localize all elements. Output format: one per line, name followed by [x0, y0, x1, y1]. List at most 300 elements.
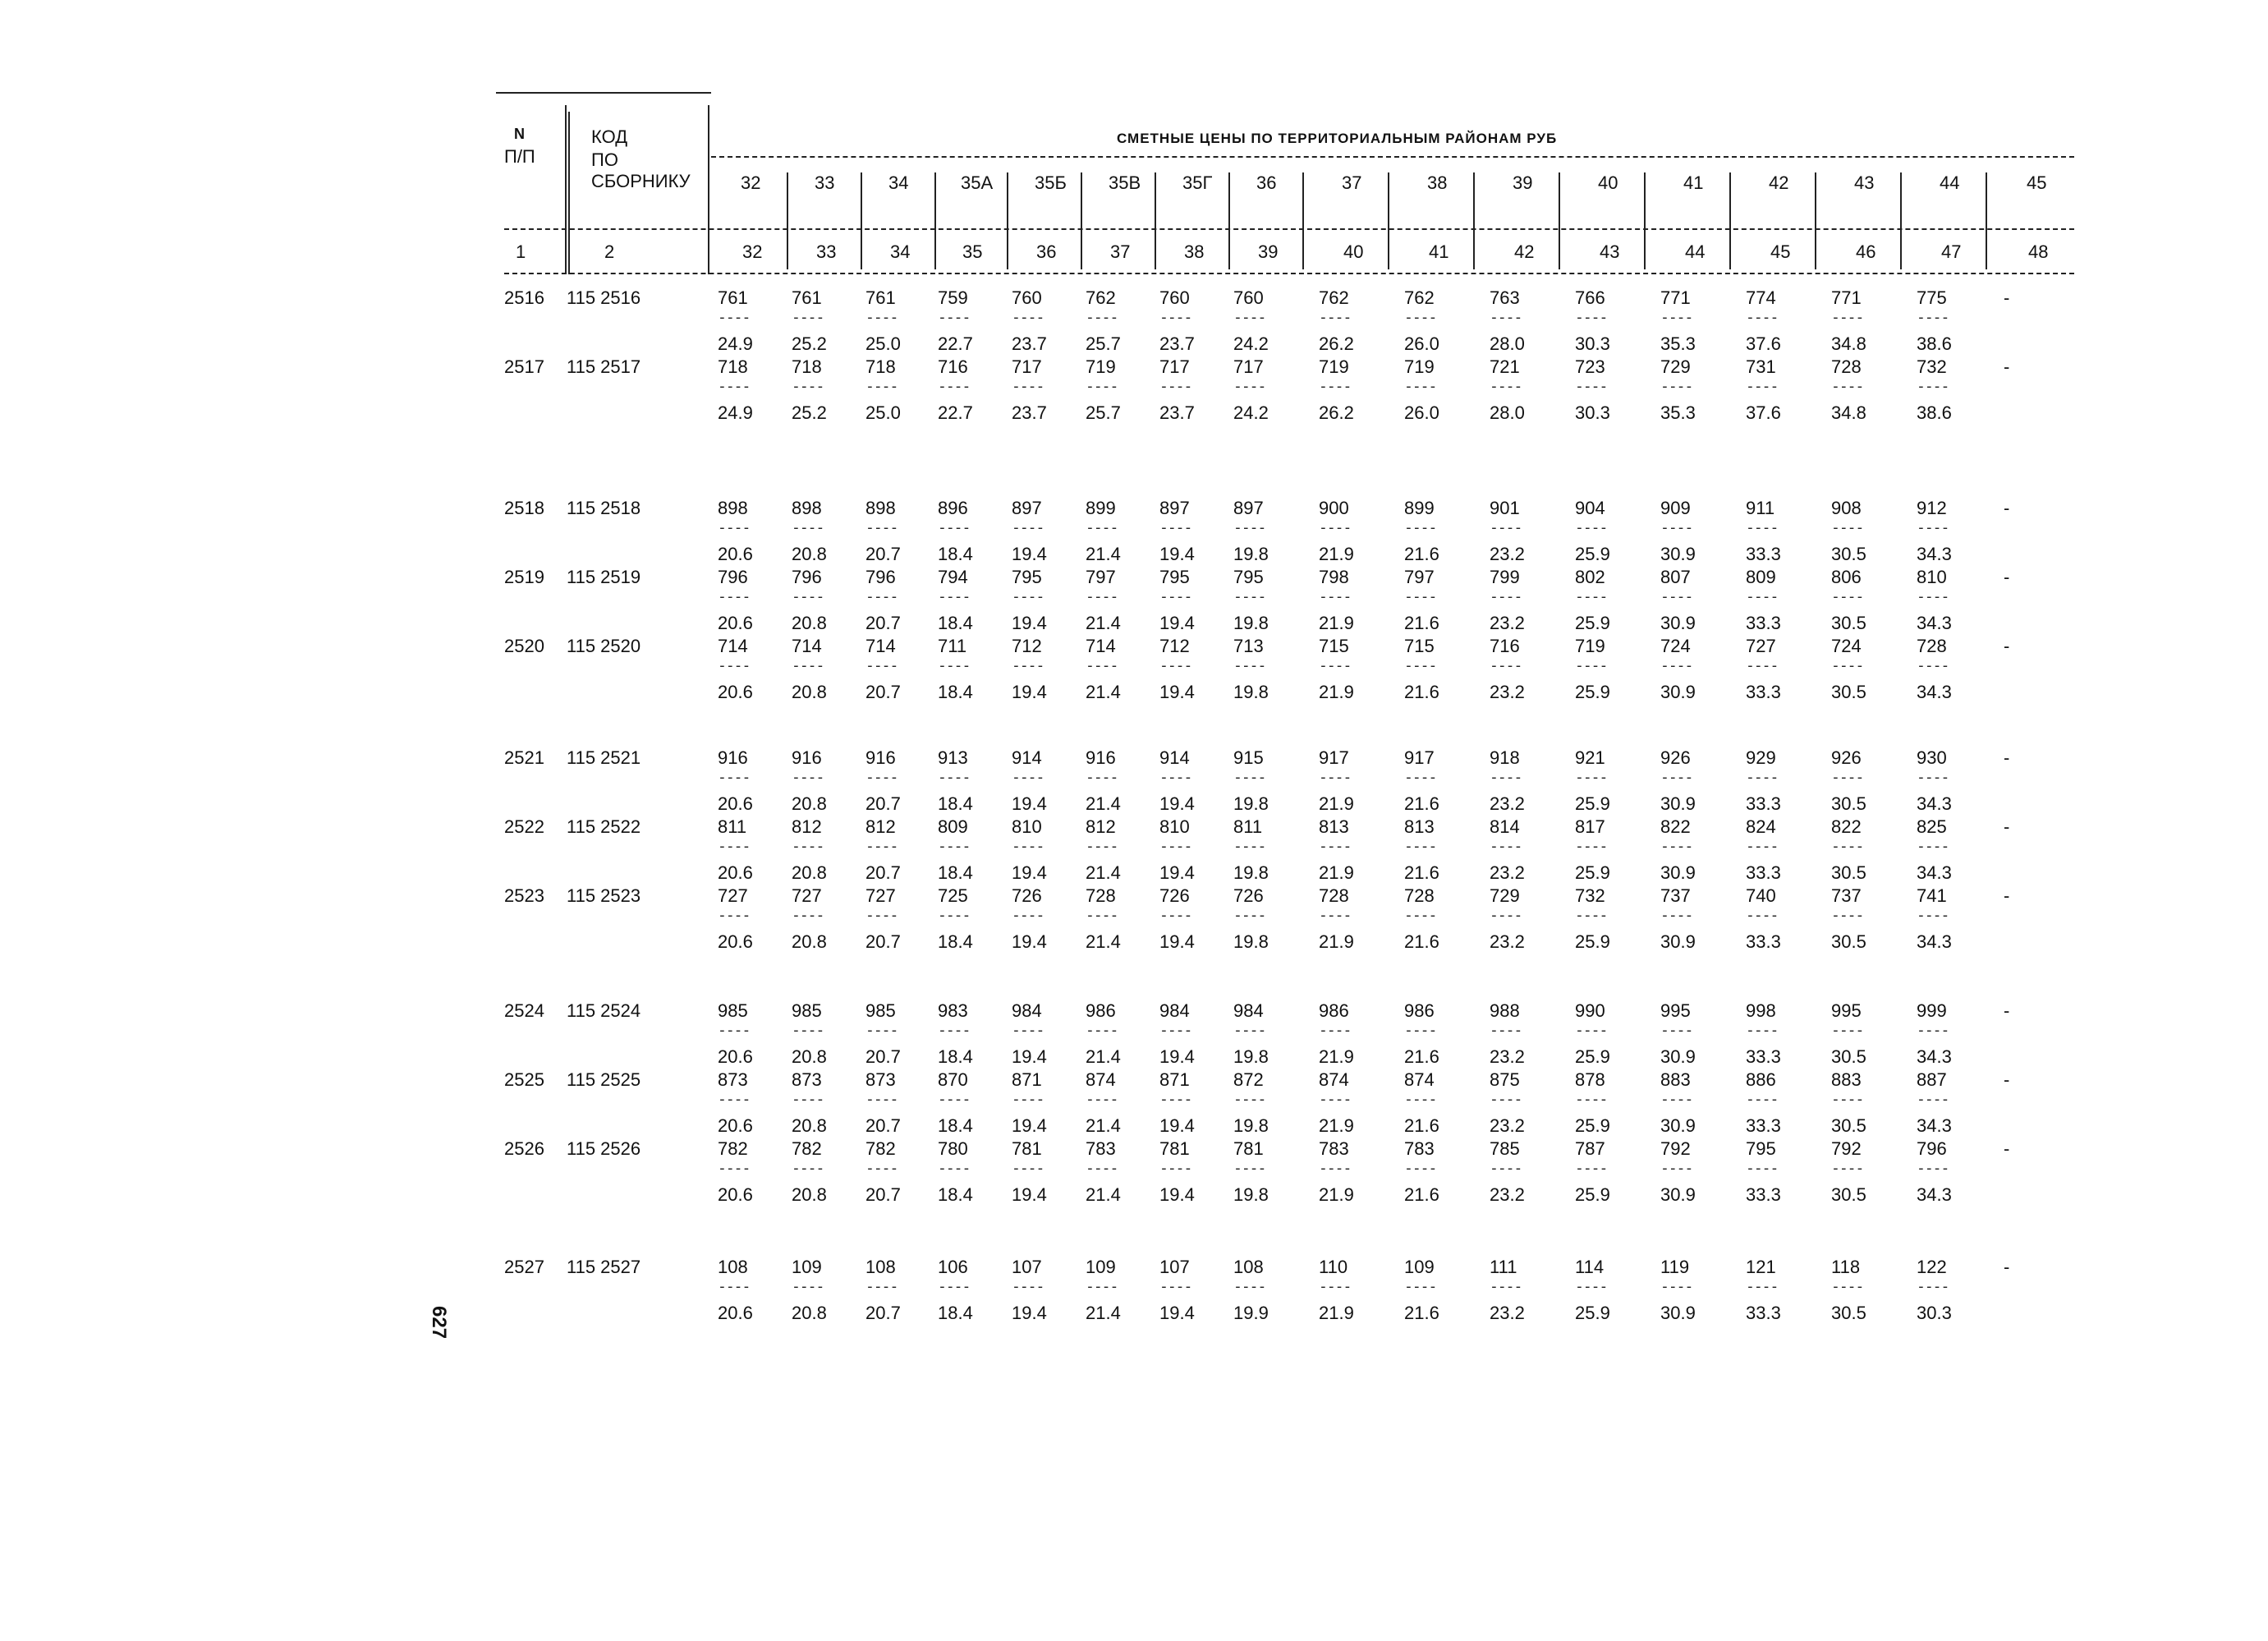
coefficient-value: 21.9	[1319, 1303, 1354, 1323]
fraction-line: ----	[1086, 309, 1118, 326]
price-value: 810	[1917, 567, 1947, 587]
header-col-separator	[1815, 172, 1816, 269]
price-value: 792	[1831, 1138, 1862, 1159]
row-code: 115 2521	[567, 747, 641, 768]
header-region-34: 34	[888, 172, 909, 193]
header-region-35Г: 35Г	[1182, 172, 1213, 193]
row-number: 2518	[504, 498, 544, 518]
fraction-line: ----	[1917, 588, 1949, 605]
header-region-39: 39	[1513, 172, 1533, 193]
header-col-sbornik: СБОРНИКУ	[591, 171, 691, 191]
price-value: 926	[1831, 747, 1862, 768]
fraction-line: ----	[1490, 769, 1522, 786]
coefficient-value: 26.2	[1319, 333, 1354, 354]
coefficient-value: 21.9	[1319, 931, 1354, 952]
fraction-line: ----	[1159, 838, 1192, 855]
price-value: 883	[1831, 1069, 1862, 1090]
price-value: 727	[792, 885, 822, 906]
price-value: 806	[1831, 567, 1862, 587]
fraction-line: ----	[1159, 519, 1192, 536]
row-number: 2522	[504, 816, 544, 837]
coefficient-value: 18.4	[938, 862, 973, 883]
row-code: 115 2527	[567, 1257, 641, 1277]
fraction-line: ----	[1746, 1022, 1779, 1039]
fraction-line: ----	[1159, 769, 1192, 786]
price-value: 874	[1319, 1069, 1349, 1090]
coefficient-value: 20.6	[718, 1046, 753, 1067]
coefficient-value: 25.9	[1575, 931, 1610, 952]
price-value: 729	[1490, 885, 1520, 906]
header-colnum-43: 43	[1600, 241, 1620, 262]
price-value: 908	[1831, 498, 1862, 518]
price-value: 107	[1159, 1257, 1190, 1277]
coefficient-value: 19.4	[1159, 544, 1195, 564]
price-value: 986	[1319, 1000, 1349, 1021]
price-value: 711	[938, 636, 967, 656]
header-colnum-37: 37	[1110, 241, 1131, 262]
price-value: 926	[1660, 747, 1691, 768]
coefficient-value: 21.4	[1086, 544, 1121, 564]
header-num-2: 2	[604, 241, 615, 262]
price-value: 717	[1159, 356, 1190, 377]
price-value: 717	[1012, 356, 1042, 377]
fraction-line: ----	[1490, 588, 1522, 605]
price-value: 898	[718, 498, 748, 518]
coefficient-value: 30.9	[1660, 1115, 1696, 1136]
price-value: 108	[718, 1257, 748, 1277]
fraction-line: ----	[1831, 657, 1864, 674]
price-value: 122	[1917, 1257, 1947, 1277]
price-value: 108	[1233, 1257, 1264, 1277]
last-col-value: -	[2004, 1000, 2010, 1021]
price-value: 986	[1086, 1000, 1116, 1021]
fraction-line: ----	[1746, 588, 1779, 605]
fraction-line: ----	[1575, 769, 1608, 786]
fraction-line: ----	[792, 1160, 824, 1177]
coefficient-value: 18.4	[938, 931, 973, 952]
coefficient-value: 19.4	[1159, 1184, 1195, 1205]
header-rule-3	[504, 273, 2074, 274]
fraction-line: ----	[1575, 838, 1608, 855]
price-value: 984	[1233, 1000, 1264, 1021]
fraction-line: ----	[792, 378, 824, 395]
price-value: 712	[1159, 636, 1190, 656]
price-value: 798	[1319, 567, 1349, 587]
fraction-line: ----	[1319, 519, 1352, 536]
price-value: 729	[1660, 356, 1691, 377]
fraction-line: ----	[1575, 907, 1608, 924]
coefficient-value: 21.6	[1404, 1184, 1439, 1205]
row-code: 115 2525	[567, 1069, 641, 1090]
fraction-line: ----	[1404, 1022, 1437, 1039]
coefficient-value: 19.4	[1012, 544, 1047, 564]
header-colnum-39: 39	[1258, 241, 1279, 262]
fraction-line: ----	[1086, 1278, 1118, 1295]
fraction-line: ----	[865, 657, 898, 674]
fraction-line: ----	[1917, 838, 1949, 855]
coefficient-value: 18.4	[938, 682, 973, 702]
header-col-separator	[934, 172, 936, 269]
coefficient-value: 21.4	[1086, 793, 1121, 814]
fraction-line: ----	[1159, 378, 1192, 395]
header-region-38: 38	[1427, 172, 1448, 193]
fraction-line: ----	[1831, 1160, 1864, 1177]
header-region-45: 45	[2027, 172, 2047, 193]
coefficient-value: 24.9	[718, 402, 753, 423]
coefficient-value: 20.7	[865, 1303, 901, 1323]
price-value: 983	[938, 1000, 968, 1021]
fraction-line: ----	[1086, 838, 1118, 855]
price-value: 796	[865, 567, 896, 587]
price-value: 737	[1660, 885, 1691, 906]
fraction-line: ----	[1746, 1091, 1779, 1108]
coefficient-value: 20.6	[718, 1303, 753, 1323]
coefficient-value: 33.3	[1746, 862, 1781, 883]
header-colnum-33: 33	[816, 241, 837, 262]
fraction-line: ----	[1319, 769, 1352, 786]
fraction-line: ----	[1404, 657, 1437, 674]
coefficient-value: 19.4	[1012, 1184, 1047, 1205]
coefficient-value: 20.8	[792, 1115, 827, 1136]
last-col-value: -	[2004, 356, 2010, 377]
fraction-line: ----	[1575, 1091, 1608, 1108]
price-value: 795	[1012, 567, 1042, 587]
coefficient-value: 30.3	[1917, 1303, 1952, 1323]
fraction-line: ----	[792, 907, 824, 924]
fraction-line: ----	[1746, 657, 1779, 674]
header-col-separator	[861, 172, 862, 269]
price-value: 871	[1012, 1069, 1042, 1090]
fraction-line: ----	[1404, 588, 1437, 605]
coefficient-value: 19.4	[1012, 793, 1047, 814]
coefficient-value: 19.4	[1012, 1303, 1047, 1323]
fraction-line: ----	[1660, 1022, 1693, 1039]
fraction-line: ----	[1660, 519, 1693, 536]
coefficient-value: 30.9	[1660, 1184, 1696, 1205]
coefficient-value: 19.4	[1012, 862, 1047, 883]
fraction-line: ----	[1575, 588, 1608, 605]
price-value: 797	[1404, 567, 1435, 587]
price-value: 726	[1159, 885, 1190, 906]
price-value: 909	[1660, 498, 1691, 518]
fraction-line: ----	[1490, 1160, 1522, 1177]
fraction-line: ----	[1319, 838, 1352, 855]
fraction-line: ----	[1159, 1160, 1192, 1177]
coefficient-value: 24.2	[1233, 333, 1269, 354]
coefficient-value: 25.7	[1086, 402, 1121, 423]
price-value: 984	[1012, 1000, 1042, 1021]
coefficient-value: 19.4	[1012, 1046, 1047, 1067]
fraction-line: ----	[1086, 769, 1118, 786]
fraction-line: ----	[865, 378, 898, 395]
fraction-line: ----	[865, 588, 898, 605]
fraction-line: ----	[1233, 1091, 1266, 1108]
header-colnum-42: 42	[1514, 241, 1535, 262]
fraction-line: ----	[1660, 1160, 1693, 1177]
fraction-line: ----	[1746, 1278, 1779, 1295]
price-value: 766	[1575, 287, 1605, 308]
coefficient-value: 21.6	[1404, 1115, 1439, 1136]
fraction-line: ----	[1917, 1022, 1949, 1039]
fraction-line: ----	[1917, 1160, 1949, 1177]
price-value: 883	[1660, 1069, 1691, 1090]
price-value: 811	[718, 816, 747, 837]
fraction-line: ----	[1575, 1022, 1608, 1039]
price-value: 719	[1086, 356, 1116, 377]
fraction-line: ----	[1490, 838, 1522, 855]
header-col-pp: П/П	[504, 146, 535, 167]
price-value: 718	[718, 356, 748, 377]
price-value: 870	[938, 1069, 968, 1090]
coefficient-value: 19.4	[1159, 793, 1195, 814]
fraction-line: ----	[1233, 907, 1266, 924]
coefficient-value: 30.3	[1575, 333, 1610, 354]
fraction-line: ----	[1233, 588, 1266, 605]
price-value: 886	[1746, 1069, 1776, 1090]
fraction-line: ----	[1404, 769, 1437, 786]
coefficient-value: 30.5	[1831, 544, 1866, 564]
coefficient-value: 20.7	[865, 862, 901, 883]
coefficient-value: 18.4	[938, 793, 973, 814]
fraction-line: ----	[1233, 1160, 1266, 1177]
header-colnum-32: 32	[742, 241, 763, 262]
coefficient-value: 34.3	[1917, 1115, 1952, 1136]
coefficient-value: 30.5	[1831, 931, 1866, 952]
fraction-line: ----	[1233, 1022, 1266, 1039]
price-value: 917	[1404, 747, 1435, 768]
header-col-separator	[1228, 172, 1230, 269]
last-col-value: -	[2004, 498, 2010, 518]
fraction-line: ----	[1831, 769, 1864, 786]
price-value: 771	[1831, 287, 1862, 308]
price-value: 118	[1831, 1257, 1861, 1277]
price-value: 871	[1159, 1069, 1190, 1090]
row-code: 115 2524	[567, 1000, 641, 1021]
fraction-line: ----	[1086, 519, 1118, 536]
fraction-line: ----	[1012, 309, 1044, 326]
fraction-line: ----	[1490, 519, 1522, 536]
page-number: 627	[428, 1306, 450, 1340]
coefficient-value: 23.2	[1490, 1115, 1525, 1136]
coefficient-value: 28.0	[1490, 402, 1525, 423]
coefficient-value: 20.6	[718, 862, 753, 883]
fraction-line: ----	[1831, 378, 1864, 395]
fraction-line: ----	[938, 588, 971, 605]
price-value: 899	[1086, 498, 1116, 518]
fraction-line: ----	[1404, 1278, 1437, 1295]
price-value: 896	[938, 498, 968, 518]
price-value: 719	[1319, 356, 1349, 377]
header-col-separator	[1081, 172, 1082, 269]
coefficient-value: 21.6	[1404, 931, 1439, 952]
fraction-line: ----	[1575, 309, 1608, 326]
coefficient-value: 20.7	[865, 544, 901, 564]
price-value: 796	[1917, 1138, 1947, 1159]
row-number: 2516	[504, 287, 544, 308]
coefficient-value: 19.4	[1159, 1115, 1195, 1136]
coefficient-value: 25.9	[1575, 1046, 1610, 1067]
coefficient-value: 25.0	[865, 333, 901, 354]
coefficient-value: 23.2	[1490, 1184, 1525, 1205]
coefficient-value: 20.8	[792, 1303, 827, 1323]
fraction-line: ----	[1404, 1160, 1437, 1177]
coefficient-value: 33.3	[1746, 1115, 1781, 1136]
header-region-44: 44	[1940, 172, 1960, 193]
coefficient-value: 34.3	[1917, 613, 1952, 633]
coefficient-value: 20.8	[792, 544, 827, 564]
price-value: 872	[1233, 1069, 1264, 1090]
header-region-37: 37	[1342, 172, 1362, 193]
header-region-35Б: 35Б	[1035, 172, 1067, 193]
price-value: 783	[1319, 1138, 1349, 1159]
price-value: 795	[1159, 567, 1190, 587]
header-col-po: ПО	[591, 149, 618, 170]
header-region-32: 32	[741, 172, 761, 193]
fraction-line: ----	[718, 378, 751, 395]
fraction-line: ----	[938, 519, 971, 536]
header-col-separator	[1007, 172, 1008, 269]
price-value: 121	[1746, 1257, 1776, 1277]
coefficient-value: 21.9	[1319, 1184, 1354, 1205]
price-value: 723	[1575, 356, 1605, 377]
price-value: 807	[1660, 567, 1691, 587]
coefficient-value: 20.6	[718, 682, 753, 702]
fraction-line: ----	[938, 1091, 971, 1108]
coefficient-value: 19.8	[1233, 1184, 1269, 1205]
coefficient-value: 26.0	[1404, 402, 1439, 423]
fraction-line: ----	[1917, 1091, 1949, 1108]
fraction-line: ----	[1490, 1278, 1522, 1295]
fraction-line: ----	[1917, 1278, 1949, 1295]
fraction-line: ----	[1746, 309, 1779, 326]
coefficient-value: 34.3	[1917, 862, 1952, 883]
price-value: 874	[1086, 1069, 1116, 1090]
header-region-33: 33	[815, 172, 835, 193]
coefficient-value: 21.4	[1086, 1184, 1121, 1205]
header-col-separator	[787, 172, 788, 269]
header-col-n: N	[514, 126, 525, 142]
fraction-line: ----	[1159, 1091, 1192, 1108]
coefficient-value: 38.6	[1917, 333, 1952, 354]
coefficient-value: 30.5	[1831, 1184, 1866, 1205]
fraction-line: ----	[938, 1278, 971, 1295]
price-value: 110	[1319, 1257, 1348, 1277]
price-value: 714	[1086, 636, 1116, 656]
coefficient-value: 19.8	[1233, 682, 1269, 702]
fraction-line: ----	[792, 588, 824, 605]
coefficient-value: 23.2	[1490, 931, 1525, 952]
price-value: 795	[1746, 1138, 1776, 1159]
fraction-line: ----	[1319, 1160, 1352, 1177]
fraction-line: ----	[1012, 1022, 1044, 1039]
price-value: 109	[1404, 1257, 1435, 1277]
coefficient-value: 28.0	[1490, 333, 1525, 354]
coefficient-value: 30.9	[1660, 1303, 1696, 1323]
price-value: 901	[1490, 498, 1520, 518]
fraction-line: ----	[1233, 378, 1266, 395]
coefficient-value: 18.4	[938, 1184, 973, 1205]
fraction-line: ----	[1660, 588, 1693, 605]
fraction-line: ----	[792, 519, 824, 536]
coefficient-value: 21.6	[1404, 682, 1439, 702]
fraction-line: ----	[1917, 907, 1949, 924]
coefficient-value: 30.5	[1831, 1046, 1866, 1067]
fraction-line: ----	[1917, 519, 1949, 536]
coefficient-value: 19.4	[1012, 613, 1047, 633]
coefficient-value: 33.3	[1746, 1046, 1781, 1067]
coefficient-value: 33.3	[1746, 1184, 1781, 1205]
top-rule	[496, 92, 711, 94]
fraction-line: ----	[718, 769, 751, 786]
fraction-line: ----	[1086, 1091, 1118, 1108]
fraction-line: ----	[1660, 1278, 1693, 1295]
price-value: 119	[1660, 1257, 1690, 1277]
price-value: 825	[1917, 816, 1947, 837]
coefficient-value: 25.7	[1086, 333, 1121, 354]
coefficient-value: 25.2	[792, 333, 827, 354]
coefficient-value: 20.7	[865, 682, 901, 702]
fraction-line: ----	[792, 838, 824, 855]
price-value: 916	[1086, 747, 1116, 768]
price-value: 760	[1012, 287, 1042, 308]
fraction-line: ----	[938, 309, 971, 326]
coefficient-value: 21.9	[1319, 793, 1354, 814]
coefficient-value: 37.6	[1746, 333, 1781, 354]
price-value: 897	[1159, 498, 1190, 518]
header-region-40: 40	[1598, 172, 1618, 193]
fraction-line: ----	[1490, 657, 1522, 674]
price-value: 783	[1404, 1138, 1435, 1159]
price-value: 813	[1404, 816, 1435, 837]
fraction-line: ----	[1012, 657, 1044, 674]
coefficient-value: 18.4	[938, 544, 973, 564]
row-code: 115 2526	[567, 1138, 641, 1159]
header-rule-1	[711, 156, 2074, 158]
coefficient-value: 18.4	[938, 613, 973, 633]
price-value: 897	[1012, 498, 1042, 518]
fraction-line: ----	[1831, 1022, 1864, 1039]
fraction-line: ----	[1575, 657, 1608, 674]
header-vbar-1	[565, 105, 567, 274]
coefficient-value: 26.0	[1404, 333, 1439, 354]
last-col-value: -	[2004, 1257, 2010, 1277]
fraction-line: ----	[718, 588, 751, 605]
price-value: 111	[1490, 1257, 1517, 1277]
price-value: 914	[1159, 747, 1190, 768]
price-value: 732	[1917, 356, 1947, 377]
price-value: 108	[865, 1257, 896, 1277]
price-value: 721	[1490, 356, 1520, 377]
coefficient-value: 33.3	[1746, 544, 1781, 564]
price-value: 918	[1490, 747, 1520, 768]
row-code: 115 2523	[567, 885, 641, 906]
coefficient-value: 19.8	[1233, 613, 1269, 633]
fraction-line: ----	[1660, 378, 1693, 395]
fraction-line: ----	[1233, 769, 1266, 786]
price-value: 728	[1319, 885, 1349, 906]
coefficient-value: 20.8	[792, 793, 827, 814]
header-colnum-36: 36	[1036, 241, 1057, 262]
fraction-line: ----	[1490, 1091, 1522, 1108]
price-value: 763	[1490, 287, 1520, 308]
coefficient-value: 21.9	[1319, 544, 1354, 564]
fraction-line: ----	[938, 769, 971, 786]
coefficient-value: 23.2	[1490, 613, 1525, 633]
fraction-line: ----	[1404, 378, 1437, 395]
fraction-line: ----	[1404, 907, 1437, 924]
price-value: 716	[938, 356, 968, 377]
price-value: 921	[1575, 747, 1605, 768]
